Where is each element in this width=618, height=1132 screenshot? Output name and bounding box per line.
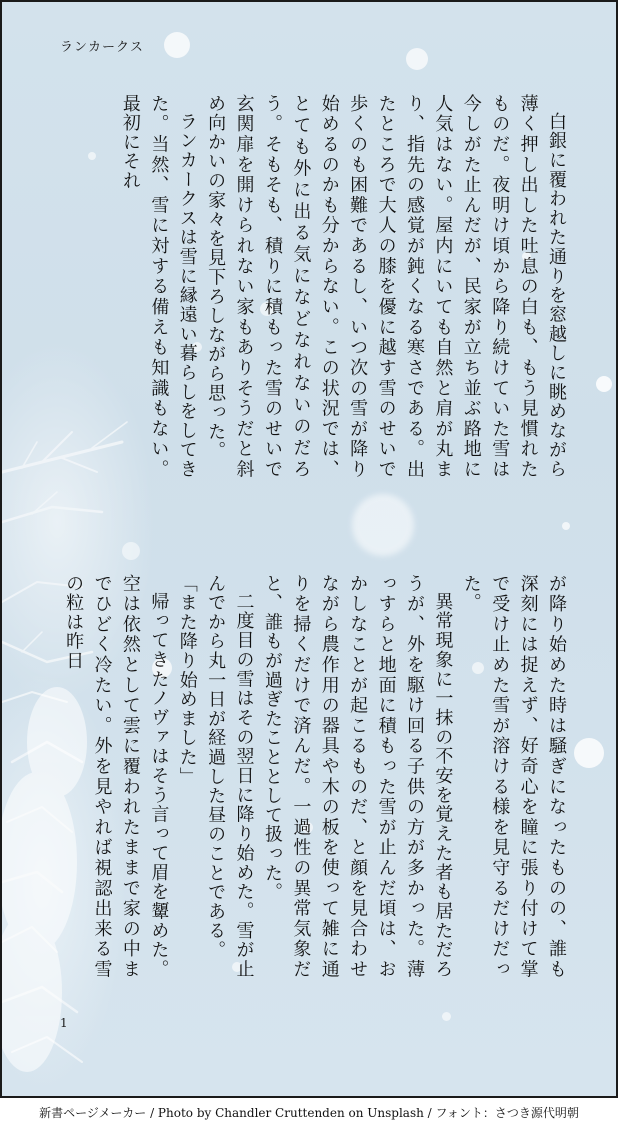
dialogue-line: 「また降り始めました」: [176, 574, 198, 787]
snowflake: [562, 522, 570, 530]
paragraph: ランカークスは雪に縁遠い暮らしをしてきた。当然、雪に対する備えも知識もない。最初にそれ: [119, 94, 198, 479]
text-block-lower: [46, 574, 570, 979]
snowflake: [574, 738, 604, 768]
snowflake: [596, 376, 612, 392]
paragraph: が降り始めた時は騒ぎになったものの、誰も深刻には捉えず、好奇心を瞳に張り付けて掌で受け止めた雪が溶ける様を見守るだけだった。: [460, 574, 567, 979]
page-number: 1: [60, 1016, 68, 1030]
snowflake: [122, 542, 140, 560]
paragraph: 白銀に覆われた通りを窓越しに眺めながら薄く押し出した吐息の白も、もう見慣れたものだ。夜明け頃から降り続けていた雪は今しがた止んだが、民家が立ち並ぶ路地に人気はない。屋内にいても自然と肩が丸まり、指先の感覚が鈍くなる寒さである。出たところで大人の膝を優に越す雪のせいで歩くのも困難であるし、いつ次の雪が降り始めるのかも分からない。この状況では、とても外に出る気になどなれないのだろう。そもそも、積りに積もった雪のせいで玄関扉を開けられない家もありそうだと斜め向かいの家々を見下ろしながら思った。: [205, 94, 567, 479]
image-credit: 新書ページメーカー / Photo by Chandler Cruttenden on Unsplash / フォント：さつき源代明朝: [39, 1106, 579, 1120]
text-block-upper: [85, 94, 570, 479]
paragraph: 帰ってきたノヴァはそう言って眉を顰めた。空は依然として雲に覆われたままで家の中までひどく冷たい。外を見やれば視認出来る雪の粒は昨日: [63, 574, 170, 979]
snowflake: [406, 48, 428, 70]
snowflake: [442, 1012, 451, 1021]
snowflake: [352, 494, 414, 556]
running-header-title: ランカークス: [60, 40, 144, 55]
paragraph: 異常現象に一抹の不安を覚えた者も居ただろうが、外を駆け回る子供の方が多かった。薄っすらと地面に積もった雪が止んだ頃は、おかしなことが起こるものだ、と顔を見合わせながら農作用の器具や木の板を使って雑に通りを掃くだけで済んだ。一過性の異常気象だと、誰もが過ぎたこととして扱った。: [261, 574, 454, 979]
snowflake: [164, 32, 190, 58]
paragraph: 二度目の雪はその翌日に降り始めた。雪が止んでから丸一日が経過した昼のことである。: [205, 574, 255, 979]
